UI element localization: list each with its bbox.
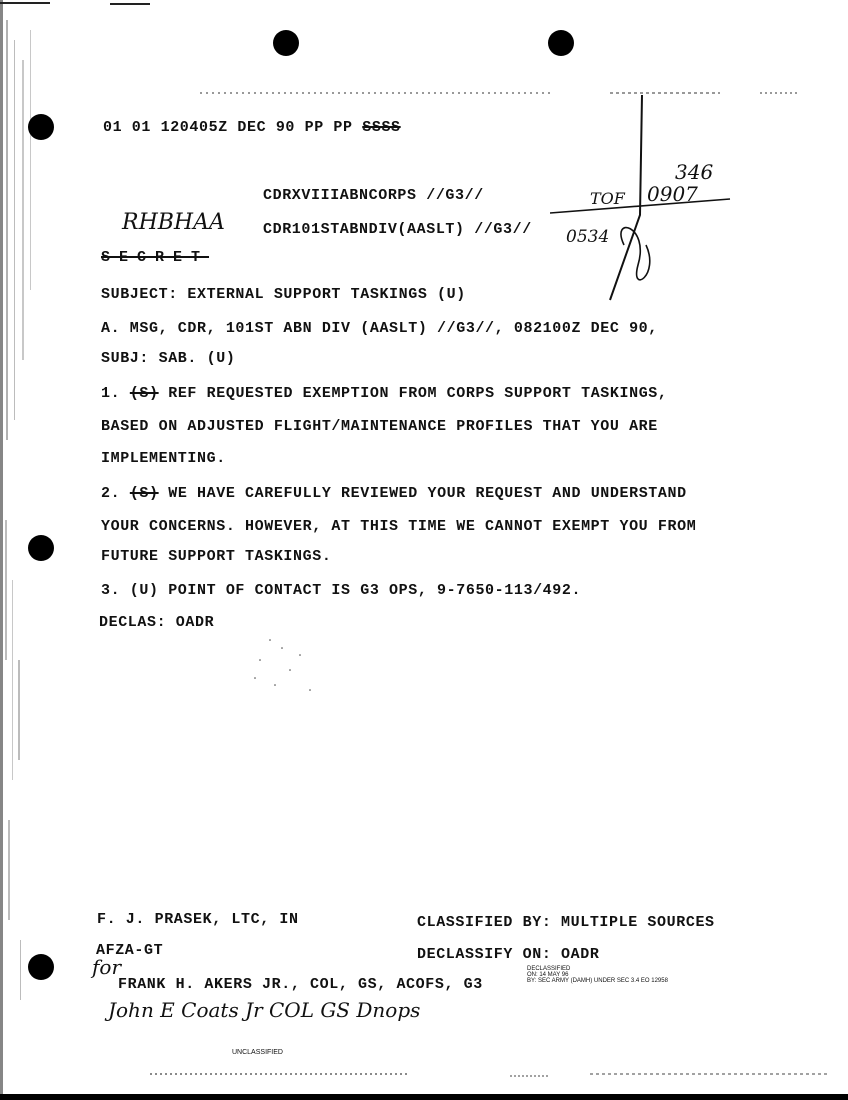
addressee-division: CDR101STABNDIV(AASLT) //G3// bbox=[263, 221, 532, 238]
declassified-stamp bbox=[527, 966, 668, 984]
paragraph-1-line-2: BASED ON ADJUSTED FLIGHT/MAINTENANCE PROFILES THAT YOU ARE bbox=[101, 418, 658, 435]
declassify-on: DECLASSIFY ON: OADR bbox=[417, 946, 600, 963]
office-symbol: AFZA-GT bbox=[96, 942, 164, 959]
annotation-time2: 0534 bbox=[566, 227, 610, 247]
punch-hole-left-upper bbox=[28, 114, 54, 140]
paragraph-1-line-3: IMPLEMENTING. bbox=[101, 450, 226, 467]
subject-line: SUBJECT: EXTERNAL SUPPORT TASKINGS (U) bbox=[101, 286, 466, 303]
scan-specks bbox=[230, 630, 350, 710]
stamp-line-1: DECLASSIFIED bbox=[527, 966, 571, 972]
annotation-tof-time: 0907 bbox=[647, 182, 698, 206]
dtg-text: 01 01 120405Z DEC 90 PP PP bbox=[103, 119, 353, 136]
dtg-line bbox=[103, 119, 401, 136]
paragraph-1-number: 1. bbox=[101, 385, 121, 402]
drafter-line: F. J. PRASEK, LTC, IN bbox=[97, 911, 299, 928]
reference-a: A. MSG, CDR, 101ST ABN DIV (AASLT) //G3//, 082100Z DEC 90, bbox=[101, 320, 658, 337]
handwritten-for: for bbox=[92, 955, 122, 979]
paragraph-2-text-1: WE HAVE CAREFULLY REVIEWED YOUR REQUEST AND UNDERSTAND bbox=[168, 485, 687, 502]
punch-hole-left-middle bbox=[28, 535, 54, 561]
unclassified-marking: UNCLASSIFIED bbox=[232, 1049, 283, 1056]
paragraph-2-mark: (S) bbox=[129, 485, 159, 502]
stamp-line-3: BY: SEC ARMY (DAMH) UNDER SEC 3.4 EO 12958 bbox=[527, 978, 668, 984]
scan-top-streak bbox=[0, 0, 848, 12]
scan-bottom-edge bbox=[0, 1094, 848, 1100]
scan-bottom-noise bbox=[90, 1068, 830, 1080]
paragraph-1-line-1 bbox=[101, 385, 668, 402]
subj-line: SUBJ: SAB. (U) bbox=[101, 350, 236, 367]
punch-hole-top-right bbox=[548, 30, 574, 56]
classification-struck: SECRET bbox=[101, 249, 210, 266]
dtg-strike: SSSS bbox=[362, 119, 401, 136]
routing-annotation-lines bbox=[550, 95, 740, 305]
punch-hole-top-left bbox=[273, 30, 299, 56]
paragraph-2-line-2: YOUR CONCERNS. HOWEVER, AT THIS TIME WE CANNOT EXEMPT YOU FROM bbox=[101, 518, 697, 535]
paragraph-2-number: 2. bbox=[101, 485, 121, 502]
routing-indicator: RHBHAA bbox=[122, 210, 225, 235]
stamp-line-2: ON: 14 MAY 96 bbox=[527, 972, 569, 978]
paragraph-2-line-1 bbox=[101, 485, 687, 502]
classified-by: CLASSIFIED BY: MULTIPLE SOURCES bbox=[417, 914, 715, 931]
annotation-number: 346 bbox=[675, 160, 714, 184]
paragraph-1-text-1: REF REQUESTED EXEMPTION FROM CORPS SUPPORT TASKINGS, bbox=[168, 385, 668, 402]
approver-line: FRANK H. AKERS JR., COL, GS, ACOFS, G3 bbox=[118, 976, 483, 993]
annotation-tof: TOF bbox=[590, 189, 625, 208]
punch-hole-left-lower bbox=[28, 954, 54, 980]
signature: John E Coats Jr COL GS Dnops bbox=[108, 998, 421, 1022]
paragraph-3: 3. (U) POINT OF CONTACT IS G3 OPS, 9-7650-113/492. bbox=[101, 582, 582, 599]
addressee-corps: CDRXVIIIABNCORPS //G3// bbox=[263, 187, 484, 204]
declas-line: DECLAS: OADR bbox=[99, 614, 215, 631]
paragraph-2-line-3: FUTURE SUPPORT TASKINGS. bbox=[101, 548, 332, 565]
paragraph-1-mark: (S) bbox=[129, 385, 159, 402]
